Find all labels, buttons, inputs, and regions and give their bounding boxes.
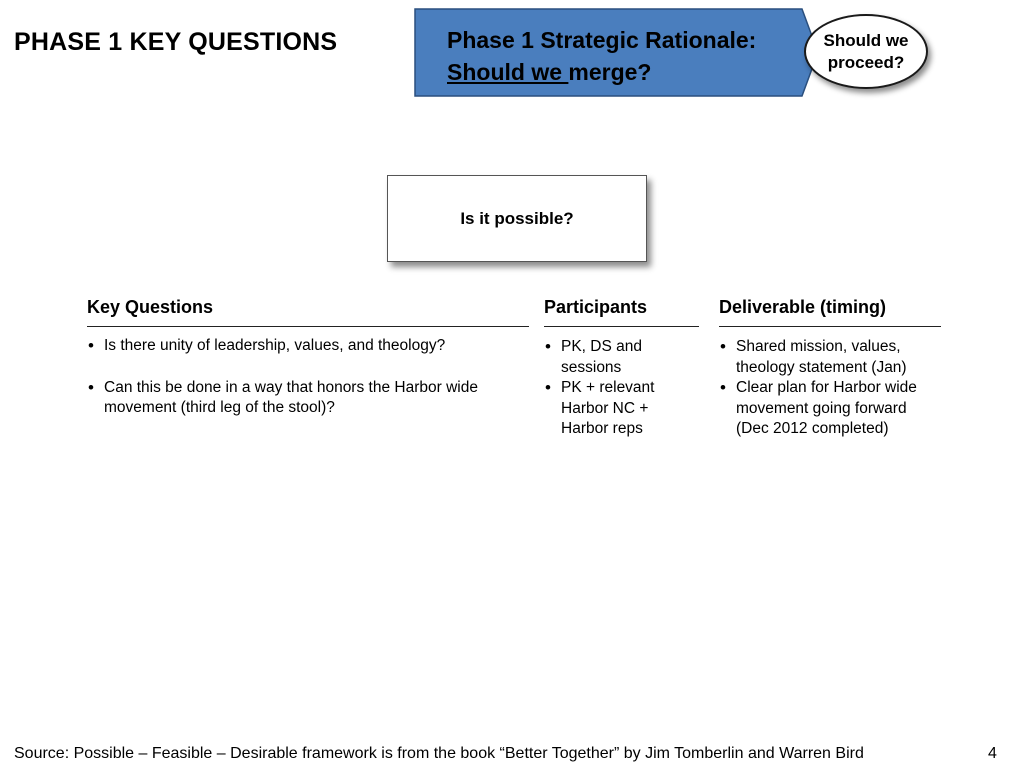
phase-banner: [414, 8, 819, 97]
callout-text: [824, 30, 909, 74]
list-item: • Shared mission, values, theology statement (Jan): [719, 337, 941, 378]
key-questions-column: [87, 297, 529, 419]
phase-banner-text: [447, 24, 756, 88]
list-item: • Clear plan for Harbor wide movement going forward (Dec 2012 completed): [719, 378, 941, 440]
phase-banner-rest: merge?: [568, 59, 652, 85]
deliverable-list: [719, 327, 941, 440]
list-item: • Is there unity of leadership, values, and theology?: [87, 336, 529, 357]
deliverable-column: [719, 297, 941, 440]
participants-list: [544, 327, 699, 440]
callout-oval: [804, 14, 928, 89]
callout-line2: proceed?: [827, 52, 905, 72]
footer-source: Source: Possible – Feasible – Desirable framework is from the book “Better Together” by Jim Tomberlin and Warren Bird: [14, 745, 864, 762]
list-item: • PK, DS and sessions: [544, 337, 699, 378]
deliverable-heading: Deliverable (timing): [719, 297, 941, 327]
phase-banner-line2: [447, 56, 756, 88]
participants-column: [544, 297, 699, 440]
question-box: [387, 175, 647, 262]
list-item: • Can this be done in a way that honors the Harbor wide movement (third leg of the stool)?: [87, 378, 529, 419]
key-questions-heading: Key Questions: [87, 297, 529, 327]
slide-title: PHASE 1 KEY QUESTIONS: [14, 28, 338, 56]
page-number: 4: [988, 745, 997, 762]
phase-banner-underlined: Should we: [447, 59, 569, 85]
key-questions-list: [87, 327, 529, 419]
list-item: • PK + relevant Harbor NC + Harbor reps: [544, 378, 699, 440]
question-box-text: Is it possible?: [460, 208, 574, 228]
participants-heading: Participants: [544, 297, 699, 327]
phase-banner-line1: Phase 1 Strategic Rationale:: [447, 27, 757, 53]
callout-line1: Should we: [823, 30, 909, 50]
